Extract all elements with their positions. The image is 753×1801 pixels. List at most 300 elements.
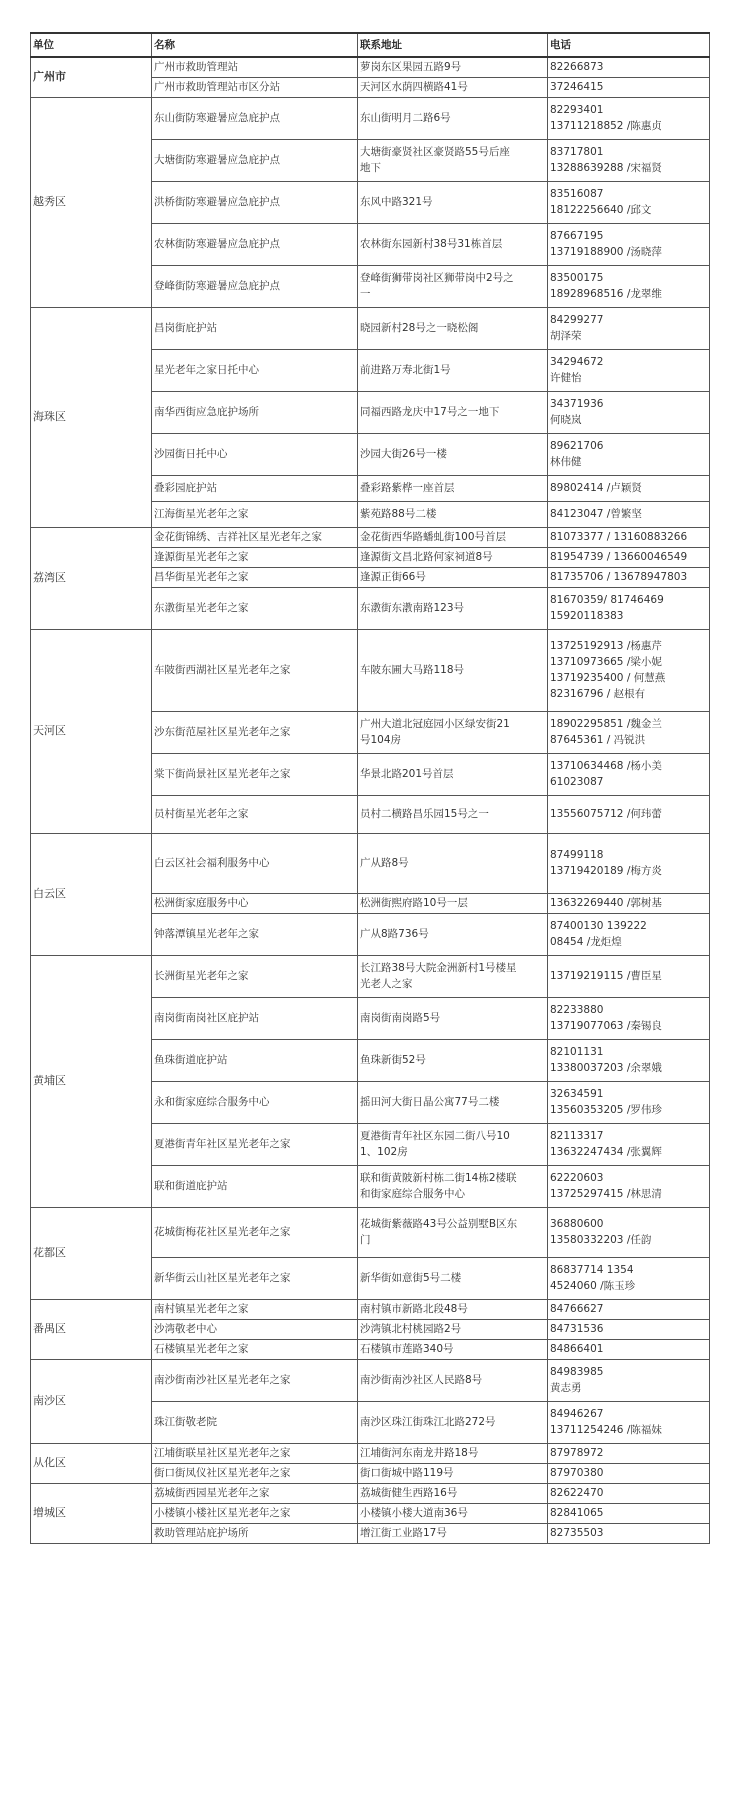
unit-name-line: 花城街梅花社区星光老年之家 <box>154 1226 291 1238</box>
phone-line: 81735706 / 13678947803 <box>550 571 688 583</box>
unit-name-cell <box>152 547 358 567</box>
header-unit: 单位 <box>31 33 152 57</box>
unit-name-cell <box>152 1319 358 1339</box>
address-cell <box>358 1401 548 1443</box>
address-line: 萝岗东区果园五路9号 <box>360 61 462 74</box>
address-cell <box>358 1207 548 1257</box>
phone-cell <box>548 1463 710 1483</box>
unit-name-cell <box>152 1359 358 1401</box>
unit-name-line: 东山街防寒避暑应急庇护点 <box>154 112 280 124</box>
unit-name-line: 逢源街星光老年之家 <box>154 551 249 563</box>
address-cell <box>358 1165 548 1207</box>
phone-cell <box>548 265 710 307</box>
phone-cell <box>548 567 710 587</box>
phone-line: 87978972 <box>550 1447 604 1459</box>
unit-name-cell <box>152 1503 358 1523</box>
phone-line: 83516087 <box>550 188 604 200</box>
phone-line: 82622470 <box>550 1487 604 1499</box>
address-line: 光老人之家 <box>360 978 413 990</box>
unit-name-line: 长洲街星光老年之家 <box>154 970 249 982</box>
phone-cell <box>548 1319 710 1339</box>
phone-cell <box>548 349 710 391</box>
phone-cell <box>548 1257 710 1299</box>
phone-cell <box>548 527 710 547</box>
phone-cell <box>548 1483 710 1503</box>
unit-name-cell <box>152 475 358 501</box>
phone-line: 4524060 /陈玉珍 <box>550 1280 636 1292</box>
address-cell <box>358 1359 548 1401</box>
phone-line: 18928968516 /龙翠维 <box>550 288 662 300</box>
phone-line: 13711254246 /陈福妹 <box>550 1424 662 1436</box>
unit-name-cell <box>152 77 358 97</box>
unit-name-cell <box>152 1039 358 1081</box>
address-cell <box>358 587 548 629</box>
address-line: 长江路38号大院金洲新村1号楼星 <box>360 962 517 974</box>
address-line: 东漖街东漖南路123号 <box>360 602 465 614</box>
address-line: 广从8路736号 <box>360 928 429 940</box>
unit-name-line: 南岗街南岗社区庇护站 <box>154 1012 259 1024</box>
address-line: 大塘街豪贤社区豪贤路55号后座 <box>360 146 510 158</box>
district-cell: 天河区 <box>31 629 152 833</box>
phone-cell <box>548 913 710 955</box>
phone-line: 82113317 <box>550 1130 604 1142</box>
phone-cell <box>548 795 710 833</box>
address-cell <box>358 1257 548 1299</box>
unit-name-cell <box>152 1523 358 1543</box>
district-cell: 南沙区 <box>31 1359 152 1443</box>
unit-name-line: 沙东街范屋社区星光老年之家 <box>154 726 291 738</box>
unit-name-cell <box>152 181 358 223</box>
unit-name-cell <box>152 893 358 913</box>
phone-line: 13719219115 /曹臣星 <box>550 970 662 982</box>
table-row <box>31 527 710 547</box>
unit-name-line: 洪桥街防寒避暑应急庇护点 <box>154 196 280 208</box>
phone-line: 胡泽荣 <box>550 330 582 342</box>
address-line: 江埔街河东南龙井路18号 <box>360 1447 479 1459</box>
address-cell <box>358 527 548 547</box>
address-cell <box>358 893 548 913</box>
phone-line: 08454 /龙炬煌 <box>550 936 622 948</box>
district-cell: 番禺区 <box>31 1299 152 1359</box>
phone-cell <box>548 433 710 475</box>
address-line: 农林街东园新村38号31栋首层 <box>360 238 503 250</box>
address-cell <box>358 997 548 1039</box>
phone-line: 81670359/ 81746469 <box>550 594 664 606</box>
unit-name-cell <box>152 833 358 893</box>
address-line: 号104房 <box>360 734 402 746</box>
table-row <box>31 955 710 997</box>
unit-name-cell <box>152 307 358 349</box>
unit-name-cell <box>152 1081 358 1123</box>
phone-line: 62220603 <box>550 1172 604 1184</box>
phone-line: 83500175 <box>550 272 604 284</box>
phone-line: 87645361 / 冯锐洪 <box>550 734 646 746</box>
address-line: 逢源正街66号 <box>360 571 426 583</box>
address-line: 广从路8号 <box>360 857 409 869</box>
unit-name-line: 叠彩园庇护站 <box>154 482 217 494</box>
phone-line: 89621706 <box>550 440 604 452</box>
unit-name-cell <box>152 1257 358 1299</box>
address-line: 逢源街文昌北路何家祠道8号 <box>360 551 493 563</box>
unit-name-cell <box>152 433 358 475</box>
address-cell <box>358 913 548 955</box>
unit-name-line: 南沙街南沙社区星光老年之家 <box>154 1374 291 1386</box>
header-phone: 电话 <box>548 33 710 57</box>
unit-name-line: 白云区社会福利服务中心 <box>154 857 270 869</box>
phone-line: 82841065 <box>550 1507 604 1519</box>
phone-cell <box>548 893 710 913</box>
phone-line: 83717801 <box>550 146 604 158</box>
address-cell <box>358 77 548 97</box>
unit-name-line: 石楼镇星光老年之家 <box>154 1343 249 1355</box>
phone-line: 36880600 <box>550 1218 604 1230</box>
phone-line: 84983985 <box>550 1366 604 1378</box>
address-cell <box>358 833 548 893</box>
address-cell <box>358 1443 548 1463</box>
phone-cell <box>548 711 710 753</box>
unit-name-line: 沙园街日托中心 <box>154 448 228 460</box>
address-line: 石楼镇市莲路340号 <box>360 1343 454 1355</box>
phone-cell <box>548 1123 710 1165</box>
phone-cell <box>548 501 710 527</box>
phone-line: 13719235400 / 何慧燕 <box>550 672 666 684</box>
address-line: 增江街工业路17号 <box>360 1527 447 1539</box>
address-line: 东山街明月二路6号 <box>360 112 451 124</box>
unit-name-line: 永和街家庭综合服务中心 <box>154 1096 270 1108</box>
phone-line: 黄志勇 <box>550 1382 582 1394</box>
district-cell: 增城区 <box>31 1483 152 1543</box>
unit-name-cell <box>152 1339 358 1359</box>
address-line: 和街家庭综合服务中心 <box>360 1188 465 1200</box>
phone-line: 15920118383 <box>550 610 624 622</box>
phone-cell <box>548 587 710 629</box>
phone-line: 84946267 <box>550 1408 604 1420</box>
address-line: 地下 <box>360 162 381 174</box>
unit-name-cell <box>152 139 358 181</box>
table-row <box>31 1207 710 1257</box>
phone-line: 87970380 <box>550 1467 604 1479</box>
address-line: 员村二横路昌乐园15号之一 <box>360 808 489 820</box>
unit-name-line: 鱼珠街道庇护站 <box>154 1054 228 1066</box>
address-line: 小楼镇小楼大道南36号 <box>360 1507 468 1519</box>
phone-line: 32634591 <box>550 1088 604 1100</box>
phone-line: 87667195 <box>550 230 604 242</box>
address-line: 南岗街南岗路5号 <box>360 1012 441 1024</box>
phone-line: 82735503 <box>550 1527 604 1539</box>
unit-name-cell <box>152 795 358 833</box>
unit-name-cell <box>152 587 358 629</box>
address-line: 华景北路201号首层 <box>360 768 454 780</box>
address-cell <box>358 223 548 265</box>
district-cell: 越秀区 <box>31 97 152 307</box>
phone-cell <box>548 1339 710 1359</box>
table-row <box>31 307 710 349</box>
address-line: 夏港街青年社区东园二街八号10 <box>360 1130 510 1142</box>
phone-line: 13556075712 /何玮蕾 <box>550 808 662 820</box>
table-row <box>31 1483 710 1503</box>
address-cell <box>358 955 548 997</box>
unit-name-line: 东漖街星光老年之家 <box>154 602 249 614</box>
address-cell <box>358 433 548 475</box>
phone-line: 13725297415 /林思清 <box>550 1188 662 1200</box>
address-cell <box>358 57 548 77</box>
phone-cell <box>548 1039 710 1081</box>
table-row <box>31 1299 710 1319</box>
unit-name-cell <box>152 1123 358 1165</box>
address-line: 一 <box>360 288 371 300</box>
phone-cell <box>548 1503 710 1523</box>
address-line: 新华街如意街5号二楼 <box>360 1272 462 1284</box>
phone-line: 13288639288 /宋福贤 <box>550 162 662 174</box>
phone-cell <box>548 181 710 223</box>
unit-name-line: 江埔街联星社区星光老年之家 <box>154 1447 291 1459</box>
unit-name-line: 昌岗街庇护站 <box>154 322 217 334</box>
address-line: 松洲街熙府路10号一层 <box>360 897 468 909</box>
address-cell <box>358 547 548 567</box>
unit-name-cell <box>152 57 358 77</box>
address-line: 广州大道北冠庭园小区绿安街21 <box>360 718 510 730</box>
unit-name-cell <box>152 1463 358 1483</box>
phone-line: 81073377 / 13160883266 <box>550 531 688 543</box>
phone-line: 13632269440 /郭树基 <box>550 897 662 909</box>
phone-cell <box>548 1523 710 1543</box>
unit-name-cell <box>152 1483 358 1503</box>
phone-line: 84731536 <box>550 1323 604 1335</box>
address-cell <box>358 1463 548 1483</box>
unit-name-cell <box>152 391 358 433</box>
phone-cell <box>548 57 710 77</box>
address-line: 金花街西华路蟠虬街100号首层 <box>360 531 507 543</box>
phone-cell <box>548 97 710 139</box>
address-cell <box>358 1039 548 1081</box>
phone-line: 13560353205 /罗伟珍 <box>550 1104 662 1116</box>
address-cell <box>358 265 548 307</box>
address-line: 沙湾镇北村桃园路2号 <box>360 1323 462 1335</box>
phone-cell <box>548 1443 710 1463</box>
address-cell <box>358 501 548 527</box>
unit-name-cell <box>152 97 358 139</box>
address-line: 南村镇市新路北段48号 <box>360 1303 468 1315</box>
unit-name-cell <box>152 527 358 547</box>
address-line: 街口街城中路119号 <box>360 1467 454 1479</box>
phone-cell <box>548 1207 710 1257</box>
unit-name-line: 街口街凤仪社区星光老年之家 <box>154 1467 291 1479</box>
phone-cell <box>548 1359 710 1401</box>
phone-line: 13719188900 /汤晓萍 <box>550 246 662 258</box>
unit-name-line: 广州市救助管理站 <box>154 61 238 74</box>
phone-line: 82293401 <box>550 104 604 116</box>
unit-name-cell <box>152 753 358 795</box>
address-cell <box>358 1123 548 1165</box>
district-cell: 花都区 <box>31 1207 152 1299</box>
district-cell: 广州市 <box>31 57 152 97</box>
phone-line: 34294672 <box>550 356 604 368</box>
unit-name-line: 江海街星光老年之家 <box>154 508 249 520</box>
unit-name-line: 金花街锦绣、吉祥社区星光老年之家 <box>154 531 322 543</box>
phone-cell <box>548 997 710 1039</box>
phone-cell <box>548 629 710 711</box>
phone-cell <box>548 77 710 97</box>
phone-cell <box>548 475 710 501</box>
address-line: 登峰街狮带岗社区狮带岗中2号之 <box>360 272 514 284</box>
phone-line: 86837714 1354 <box>550 1264 634 1276</box>
address-cell <box>358 1081 548 1123</box>
phone-cell <box>548 753 710 795</box>
unit-name-line: 星光老年之家日托中心 <box>154 364 259 376</box>
address-line: 前进路万寿北街1号 <box>360 364 451 376</box>
unit-name-line: 沙湾敬老中心 <box>154 1323 217 1335</box>
phone-cell <box>548 307 710 349</box>
address-cell <box>358 181 548 223</box>
address-cell <box>358 795 548 833</box>
phone-line: 18902295851 /魏金兰 <box>550 718 662 730</box>
address-line: 天河区水荫四横路41号 <box>360 81 468 93</box>
address-cell <box>358 475 548 501</box>
district-cell: 荔湾区 <box>31 527 152 629</box>
address-cell <box>358 97 548 139</box>
address-cell <box>358 349 548 391</box>
unit-name-cell <box>152 1207 358 1257</box>
phone-line: 何晓岚 <box>550 414 582 426</box>
table-row <box>31 833 710 893</box>
header-name: 名称 <box>152 33 358 57</box>
unit-name-cell <box>152 567 358 587</box>
unit-name-line: 车陂街西湖社区星光老年之家 <box>154 664 291 676</box>
address-line: 南沙区珠江街珠江北路272号 <box>360 1416 496 1428</box>
address-cell <box>358 753 548 795</box>
unit-name-line: 棠下街尚景社区星光老年之家 <box>154 768 291 780</box>
unit-name-line: 荔城街西园星光老年之家 <box>154 1487 270 1499</box>
address-line: 鱼珠新街52号 <box>360 1054 426 1066</box>
phone-cell <box>548 1401 710 1443</box>
unit-name-line: 大塘街防寒避暑应急庇护点 <box>154 154 280 166</box>
address-cell <box>358 629 548 711</box>
phone-line: 林伟健 <box>550 456 582 468</box>
phone-line: 87400130 139222 <box>550 920 647 932</box>
phone-cell <box>548 547 710 567</box>
unit-name-line: 钟落潭镇星光老年之家 <box>154 928 259 940</box>
address-line: 叠彩路紫桦一座首层 <box>360 482 455 494</box>
address-line: 晓园新村28号之一晓松阁 <box>360 322 479 334</box>
unit-name-cell <box>152 349 358 391</box>
district-cell: 黄埔区 <box>31 955 152 1207</box>
unit-name-line: 广州市救助管理站市区分站 <box>154 81 280 93</box>
address-line: 沙园大街26号一楼 <box>360 448 447 460</box>
phone-line: 37246415 <box>550 81 604 93</box>
table-row <box>31 1359 710 1401</box>
phone-line: 13711218852 /陈惠贞 <box>550 120 662 132</box>
address-cell <box>358 307 548 349</box>
unit-name-line: 联和街道庇护站 <box>154 1180 228 1192</box>
unit-name-line: 农林街防寒避暑应急庇护点 <box>154 238 280 250</box>
phone-line: 13380037203 /余翠娥 <box>550 1062 662 1074</box>
address-cell <box>358 1503 548 1523</box>
address-cell <box>358 1523 548 1543</box>
unit-name-line: 昌华街星光老年之家 <box>154 571 249 583</box>
table-body <box>31 57 710 1543</box>
address-line: 东风中路321号 <box>360 196 433 208</box>
phone-line: 18122256640 /邱文 <box>550 204 652 216</box>
district-cell: 白云区 <box>31 833 152 955</box>
address-cell <box>358 1339 548 1359</box>
phone-line: 82316796 / 赵根有 <box>550 688 646 700</box>
phone-line: 89802414 /卢颖贤 <box>550 482 642 494</box>
address-cell <box>358 711 548 753</box>
address-line: 荔城街健生西路16号 <box>360 1487 458 1499</box>
phone-line: 许健怡 <box>550 372 582 384</box>
phone-line: 82101131 <box>550 1046 604 1058</box>
unit-name-cell <box>152 265 358 307</box>
unit-name-line: 救助管理站庇护场所 <box>154 1527 249 1539</box>
phone-line: 81954739 / 13660046549 <box>550 551 688 563</box>
table-row <box>31 57 710 77</box>
table-row <box>31 1443 710 1463</box>
unit-name-line: 夏港街青年社区星光老年之家 <box>154 1138 291 1150</box>
unit-name-cell <box>152 629 358 711</box>
phone-line: 13632247434 /张翼辉 <box>550 1146 662 1158</box>
phone-line: 87499118 <box>550 849 604 861</box>
unit-name-cell <box>152 223 358 265</box>
table-row <box>31 97 710 139</box>
address-line: 花城街紫薇路43号公益别墅B区东 <box>360 1218 518 1230</box>
phone-line: 34371936 <box>550 398 604 410</box>
unit-name-cell <box>152 1165 358 1207</box>
district-cell: 从化区 <box>31 1443 152 1483</box>
unit-name-cell <box>152 997 358 1039</box>
address-line: 同福西路龙庆中17号之一地下 <box>360 406 500 418</box>
unit-name-line: 员村街星光老年之家 <box>154 808 249 820</box>
address-line: 联和街黄陂新村栋二街14栋2楼联 <box>360 1172 517 1184</box>
phone-line: 84123047 /曾繁坚 <box>550 508 642 520</box>
unit-name-line: 南村镇星光老年之家 <box>154 1303 249 1315</box>
unit-name-cell <box>152 1443 358 1463</box>
phone-line: 82266873 <box>550 61 604 74</box>
header-row <box>31 33 710 57</box>
address-cell <box>358 1319 548 1339</box>
address-cell <box>358 139 548 181</box>
phone-line: 82233880 <box>550 1004 604 1016</box>
unit-name-cell <box>152 711 358 753</box>
phone-line: 84866401 <box>550 1343 604 1355</box>
unit-name-cell <box>152 1299 358 1319</box>
unit-name-line: 珠江街敬老院 <box>154 1416 217 1428</box>
phone-line: 13710973665 /梁小妮 <box>550 656 662 668</box>
unit-name-cell <box>152 1401 358 1443</box>
address-line: 南沙街南沙社区人民路8号 <box>360 1374 483 1386</box>
shelter-directory-table <box>30 32 710 1544</box>
unit-name-line: 登峰街防寒避暑应急庇护点 <box>154 280 280 292</box>
unit-name-line: 小楼镇小楼社区星光老年之家 <box>154 1507 291 1519</box>
header-address: 联系地址 <box>358 33 548 57</box>
phone-cell <box>548 223 710 265</box>
unit-name-line: 松洲街家庭服务中心 <box>154 897 249 909</box>
phone-line: 84766627 <box>550 1303 604 1315</box>
phone-cell <box>548 833 710 893</box>
unit-name-line: 新华街云山社区星光老年之家 <box>154 1272 291 1284</box>
phone-line: 61023087 <box>550 776 604 788</box>
phone-line: 13580332203 /任韵 <box>550 1234 652 1246</box>
phone-cell <box>548 955 710 997</box>
unit-name-line: 南华西街应急庇护场所 <box>154 406 259 418</box>
phone-cell <box>548 1165 710 1207</box>
unit-name-cell <box>152 955 358 997</box>
address-line: 门 <box>360 1234 371 1246</box>
address-line: 摇田河大街日晶公寓77号二楼 <box>360 1096 500 1108</box>
phone-line: 13719077063 /秦锡良 <box>550 1020 662 1032</box>
phone-cell <box>548 139 710 181</box>
unit-name-cell <box>152 501 358 527</box>
address-cell <box>358 1483 548 1503</box>
